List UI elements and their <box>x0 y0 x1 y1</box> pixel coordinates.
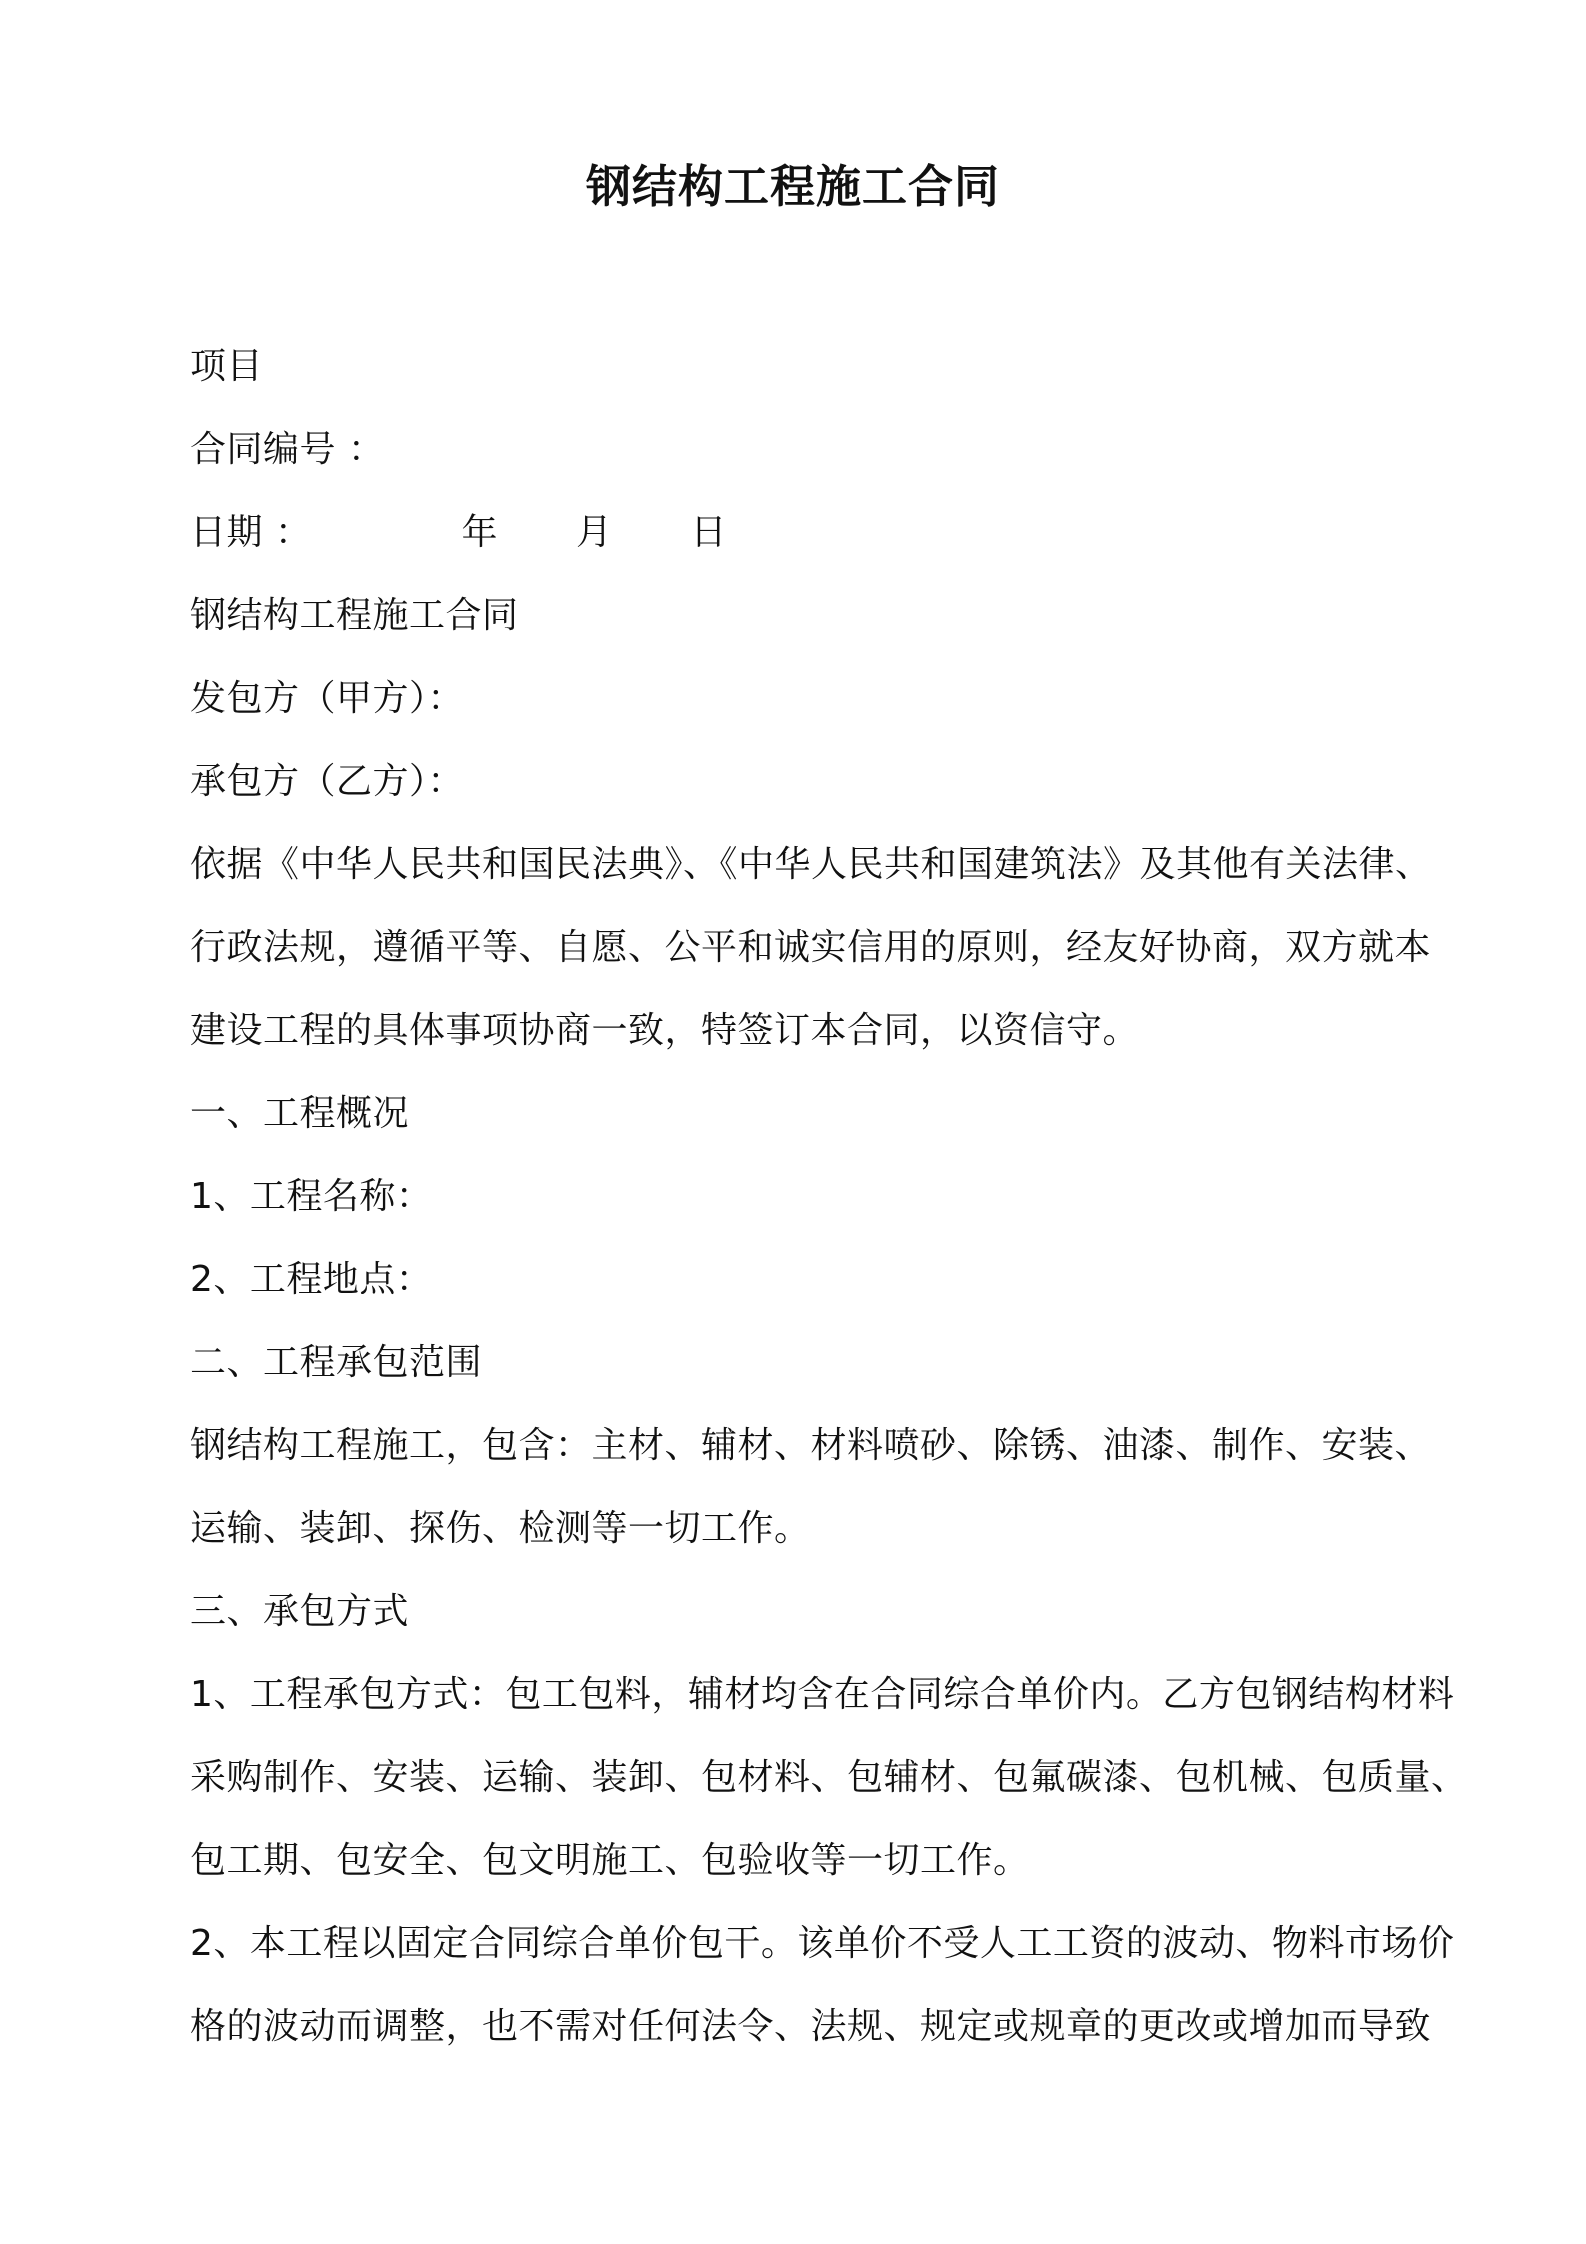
document-body <box>190 325 1490 2068</box>
project-location-item: 2、工程地点： <box>190 1259 433 1300</box>
date-month: 月 <box>575 512 613 553</box>
preamble-line: 建设工程的具体事项协商一致，特签订本合同，以资信守。 <box>190 1010 1140 1051</box>
fixed-price-line: 2、本工程以固定合同综合单价包干。该单价不受人工工资的波动、物料市场价 <box>190 1923 1455 1964</box>
date-line <box>190 491 1490 574</box>
contract-subtitle: 钢结构工程施工合同 <box>190 595 519 636</box>
fixed-price-line: 格的波动而调整，也不需对任何法令、法规、规定或规章的更改或增加而导致 <box>190 2006 1432 2047</box>
document-title: 钢结构工程施工合同 <box>585 160 1000 213</box>
contract-method-line: 采购制作、安装、运输、装卸、包材料、包辅材、包氟碳漆、包机械、包质量、 <box>190 1757 1468 1798</box>
contract-method-line: 1、工程承包方式：包工包料，辅材均含在合同综合单价内。乙方包钢结构材料 <box>190 1674 1455 1715</box>
section-heading: 三、承包方式 <box>190 1591 410 1632</box>
party-a-label: 发包方（甲方）： <box>190 678 465 719</box>
scope-line: 钢结构工程施工，包含：主材、辅材、材料喷砂、除锈、油漆、制作、安装、 <box>190 1425 1432 1466</box>
contract-method-line: 包工期、包安全、包文明施工、包验收等一切工作。 <box>190 1840 1030 1881</box>
date-year: 年 <box>461 512 498 553</box>
date-day: 日 <box>690 512 727 553</box>
date-label: 日期 ： <box>190 512 312 553</box>
preamble-line: 依据《中华人民共和国民法典》、《中华人民共和国建筑法》及其他有关法律、 <box>190 844 1432 885</box>
contract-number-label: 合同编号 ： <box>190 429 385 470</box>
scope-line: 运输、装卸、探伤、检测等一切工作。 <box>190 1508 811 1549</box>
preamble-line: 行政法规，遵循平等、自愿、公平和诚实信用的原则，经友好协商，双方就本 <box>190 927 1432 968</box>
party-b-label: 承包方（乙方）： <box>190 761 465 802</box>
project-label: 项目 <box>190 346 264 387</box>
section-heading: 二、工程承包范围 <box>190 1342 483 1383</box>
project-name-item: 1、工程名称： <box>190 1176 433 1217</box>
section-heading: 一、工程概况 <box>190 1093 410 1134</box>
